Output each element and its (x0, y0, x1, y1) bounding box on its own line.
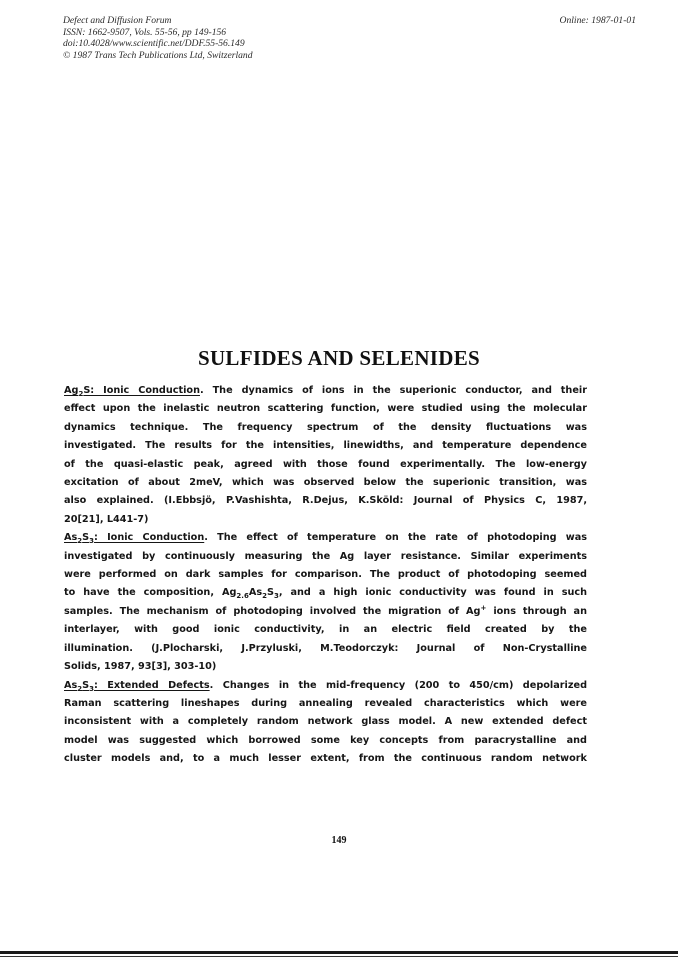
paragraph-2-heading: $As_2S_3$: Ionic Conduction (64, 532, 205, 546)
online-date (496, 15, 636, 27)
paragraph-3-line: inconsistent with a completely random network glass model. A new extended defect (64, 716, 587, 728)
paragraph-2-line: Solids, 1987, 93[3], 303-10) (64, 661, 217, 673)
paragraph-3-line: cluster models and, to a much lesser extent, from the continuous random network (64, 753, 587, 765)
paragraph-2-line: samples. The mechanism of photodoping involved the migration of Ag+ ions through an (64, 603, 587, 617)
doi-line: doi:10.4028/www.scientific.net/DDF.55-56.149 (63, 38, 245, 49)
paragraph-1-line: 20[21], L441-7) (64, 513, 149, 525)
paragraph-3-heading: $As_2S_3$: Extended Defects (64, 679, 210, 693)
article-header (63, 15, 253, 61)
paragraph-1-line: also explained. (I.Ebbsjö, P.Vashishta, R.Dejus, K.Sköld: Journal of Physics C, 1987, (64, 495, 587, 507)
paragraph-2-line: were performed on dark samples for comparison. The product of photodoping seemed (64, 569, 587, 581)
footer-rule-thin (0, 956, 678, 957)
article-body (64, 382, 587, 769)
paragraph-1-line-0: $Ag_2S$: Ionic Conduction. The dynamics of ions in the superionic conductor, and their (64, 385, 587, 398)
journal-name: Defect and Diffusion Forum (63, 15, 172, 26)
paragraph-1-line: dynamics technique. The frequency spectrum of the density fluctuations was (64, 421, 587, 433)
online-date-text: Online: 1987-01-01 (559, 15, 636, 26)
paragraph-1-line: excitation of about 2meV, which was observed below the superionic transition, was (64, 477, 587, 489)
footer-rule (0, 951, 678, 954)
page-number: 149 (331, 835, 347, 846)
paragraph-1-line: investigated. The results for the intensities, linewidths, and temperature dependence (64, 440, 587, 452)
paragraph-1-heading: $Ag_2S$: Ionic Conduction (64, 385, 200, 398)
paragraph-3-line: Raman scattering lineshapes during annealing revealed characteristics which were (64, 697, 587, 709)
paragraph-2-line: investigated by continuously measuring the Ag layer resistance. Similar experiments (64, 550, 587, 562)
paragraph-2-line-0: $As_2S_3$: Ionic Conduction. The effect of temperature on the rate of photodoping was (64, 532, 588, 546)
copyright-line: © 1987 Trans Tech Publications Ltd, Switzerland (63, 49, 253, 61)
paragraph-1-line: effect upon the inelastic neutron scattering function, were studied using the molecular (64, 403, 587, 415)
paragraph-3-line: model was suggested which borrowed some key concepts from paracrystalline and (64, 734, 587, 746)
paragraph-1-line: of the quasi-elastic peak, agreed with those found experimentally. The low-energy (64, 458, 587, 470)
paragraph-3-line-0: $As_2S_3$: Extended Defects. Changes in the mid-frequency (200 to 450/cm) depolarized (64, 679, 588, 693)
issn-line: ISSN: 1662-9507, Vols. 55-56, pp 149-156 (63, 26, 227, 38)
paragraph-2-line: illumination. (J.Plocharski, J.Przyluski, M.Teodorczyk: Journal of Non-Crystalline (64, 642, 587, 654)
paragraph-2-line: interlayer, with good ionic conductivity, in an electric field created by the (64, 624, 587, 636)
section-title: SULFIDES AND SELENIDES (197, 346, 481, 370)
paragraph-2-line: to have the composition, $Ag_{2.6}As_2S_3$, and a high ionic conductivity was found in such (64, 587, 587, 601)
